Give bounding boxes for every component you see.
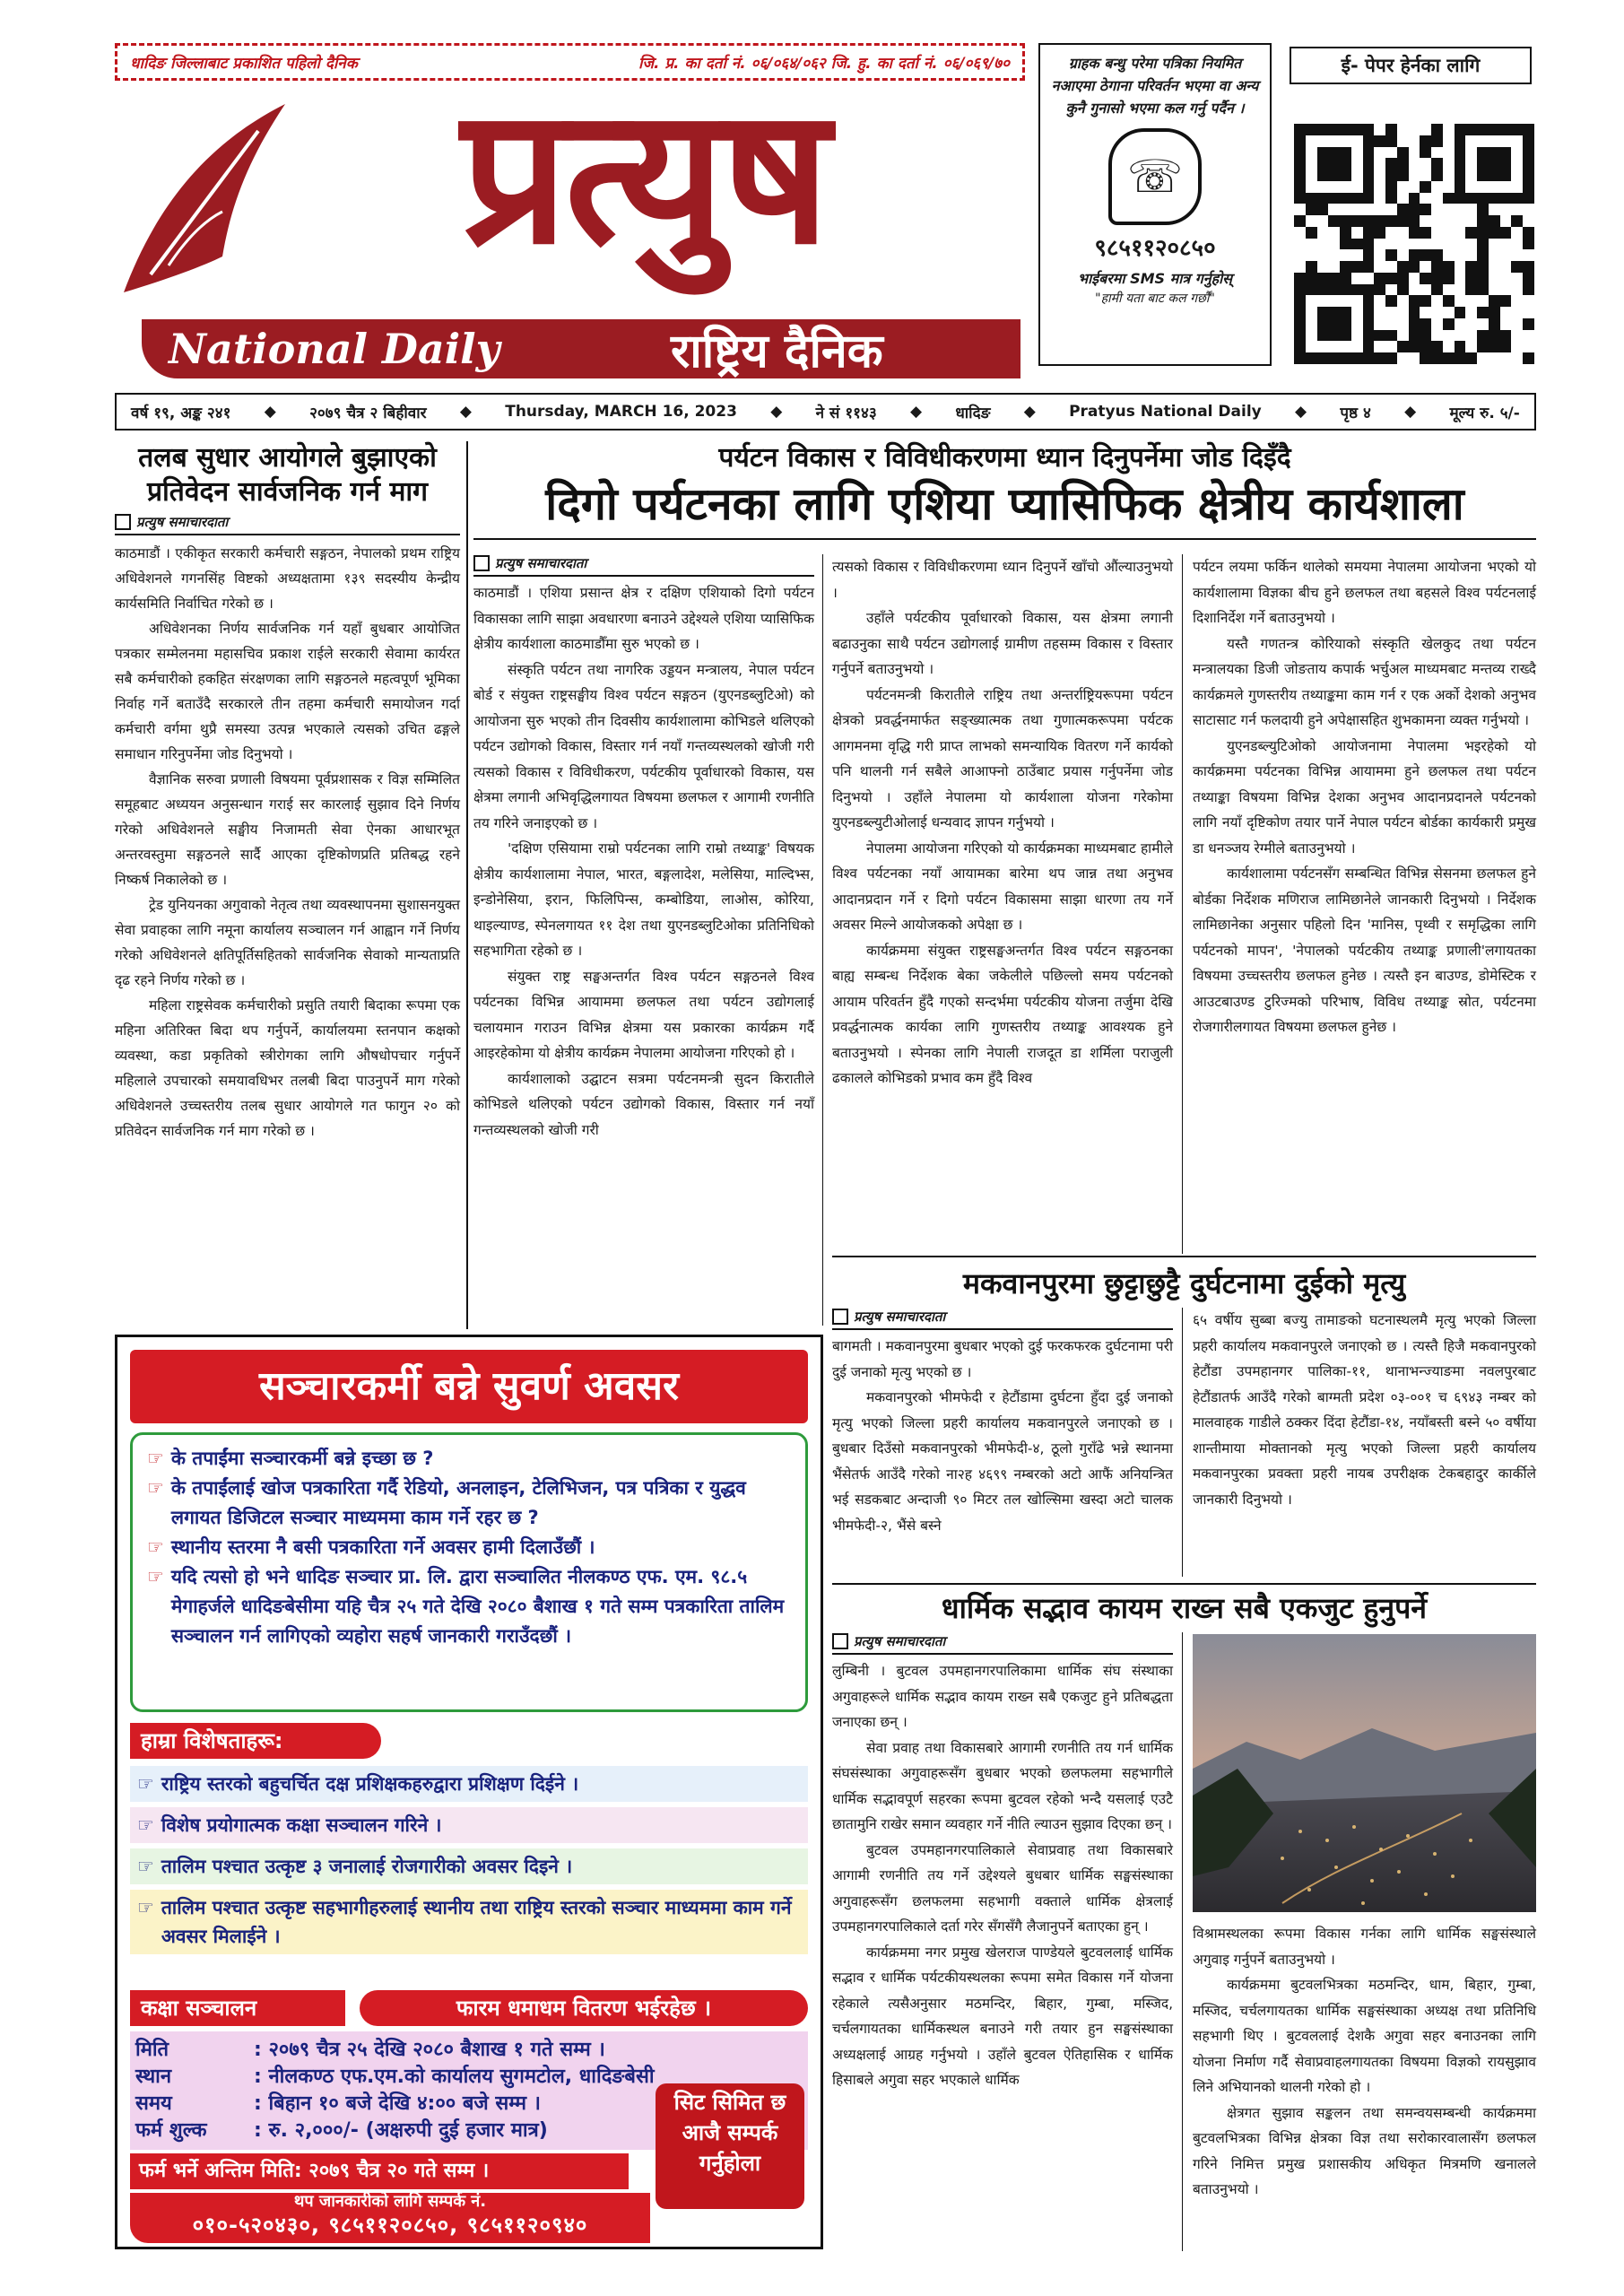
religion-col-1: प्रत्युष समाचारदाता लुम्बिनी । बुटवल उपमहानगरपालिकामा धार्मिक संघ संस्थाका अगुवाहरूले धार्मिक सद्भाव कायम राख्न सबै एकजुट हुने प्रतिबद्धता जनाएका छन् । सेवा प्रवाह तथा विकासबारे आगामी रणनीति तय गर्न धार्मिक संघसंस्थाका अगुवाहरूसँग बुधबार भएको छलफलमा सहभागीले धार्मिक सद्भावपूर्ण सहरका रूपमा बुटवल रहेको भन्दै यसलाई एउटै छातामुनि राखेर समान व्यवहार गर्ने नीति ल्याउन सुझाव दिएका छन् । बुटवल उपमहानगरपालिकाले सेवाप्रवाह तथा विकासबारे आगामी रणनीति तय गर्ने उद्देश्यले बुधबार धार्मिक सङ्घसंस्थाका अगुवाहरूसँग छलफलमा सहभागी वक्ताले धार्मिक क्षेत्रलाई उपमहानगरपालिकाले दर्ता गरेर सँगसँगै लैजानुपर्ने बताएका हुन् । कार्यक्रममा नगर प्रमुख खेलराज पाण्डेयले बुटवललाई धार्मिक सद्भाव र धार्मिक पर्यटकीयस्थलका रूपमा समेत विकास गर्ने योजना रहेकाले त्यसैअनुसार मठमन्दिर, बिहार, गुम्बा, मस्जिद, चर्चलगायतका धार्मिकस्थल बनाउने गरी तयार हुन सङ्घसंस्थाका अध्यक्षलाई आग्रह गर्नुभयो । उहाँले बुटवल ऐतिहासिक र धार्मिक हिसाबले अगुवा सहर भएकाले धार्मिक [832,1633,1173,2088]
lead-headline: दिगो पर्यटनका लागि एशिया प्यासिफिक क्षेत्रीय कार्यशाला [545,478,1464,530]
schedule-row: मिति : २०७९ चैत्र २५ देखि २०८० बैशाख १ गते सम्म । [135,2039,605,2061]
ad-features: ☞ राष्ट्रिय स्तरको बहुचर्चित दक्ष प्रशिक्षकहरुद्वारा प्रशिक्षण दिईने । ☞ विशेष प्रयोगात्मक कक्षा सञ्चालन गरिने । ☞ तालिम पश्चात उत्कृष्ट ३ जनालाई रोजगारीको अवसर दिइने । ☞ तालिम पश्चात उत्कृष्ट सहभागीहरुलाई स्थानीय तथा राष्ट्रिय स्तरको सञ्चार माध्यममा काम गर्ने अवसर मिलाईने । [130,1766,808,1954]
section-rule [832,1583,1536,1585]
first-daily-note: धादिङ जिल्लाबाट प्रकाशित पहिलो दैनिक [130,54,358,73]
page-number: पृष्ठ ४ [1340,404,1371,422]
seat-limited-badge: सिट सिमित छ आजै सम्पर्क गर्नुहोला [656,2083,804,2209]
logo-bar [142,319,1020,378]
column-rule [1182,554,1183,1254]
religion-headline: धार्मिक सद्भाव कायम राख्न सबै एकजुट हुनुपर्ने [941,1591,1428,1625]
pointing-hand-icon: ☞ [147,1477,164,1499]
pointing-hand-icon: ☞ [147,1448,164,1469]
contact-box [130,2193,650,2243]
checkbox-icon [832,1633,848,1649]
column-rule [1182,1308,1183,1577]
nepali-date: २०७९ चैत्र २ बिहीवार [309,404,427,422]
viber-quote: "हामी यता बाट कल गर्छौं" [1095,291,1215,306]
left-article-byline: प्रत्युष समाचारदाता [115,513,460,535]
column-rule [822,554,823,1326]
deadline: फर्म भर्ने अन्तिम मिति: २०७९ चैत्र २० गते सम्म । [130,2153,629,2189]
volume: वर्ष १९, अङ्क २४१ [131,404,231,422]
pointing-hand-icon: ☞ [147,1566,164,1587]
religion-col-2: विश्रामस्थलका रूपमा विकास गर्नका लागि धार्मिक सङ्घसंस्थाले अगुवाइ गर्नुपर्ने बताउनुभयो । कार्यक्रममा बुटवलभित्रका मठमन्दिर, धाम, बिहार, गुम्बा, मस्जिद, चर्चलगायतका धार्मिक सङ्घसंस्थाका अध्यक्ष तथा प्रतिनिधि सहभागी थिए । बुटवललाई देशकै अगुवा सहर बनाउनका लागि योजना निर्माण गर्दै सेवाप्रवाहलगायतका विषयमा विज्ञको रायसुझाव लिने अभियानको थालनी गरेको हो । क्षेत्रगत सुझाव सङ्कलन तथा समन्वयसम्बन्धी कार्यक्रममा बुटवलभित्रका विभिन्न क्षेत्रका विज्ञ तथा सरोकारवालासँग छलफल गरिने निमित्त प्रमुख प्रशासकीय अधिकृत मित्रमणि खनालले बताउनुभयो । [1193,1926,1536,2197]
registration-number: जि. प्र. का दर्ता नं. ०६/०६४/०६२ जि. हु. का दर्ता नं. ०६/०६९/७० [638,54,1010,73]
masthead [115,43,1541,384]
schedule-row: फर्म शुल्क : रु. २,०००/- (अक्षरुपी दुई हजार मात्र) [135,2119,548,2142]
column-rule [466,441,468,1329]
price: मूल्य रु. ५/- [1449,404,1520,422]
lead-byline: प्रत्युष समाचारदाता [473,554,814,577]
butwal-city-photo [1193,1634,1536,1912]
schedule-table [130,2035,660,2143]
lead-article [473,441,1536,533]
contact-numbers[interactable]: ०१०-५२०४३०, ९८५११२०८५०, ९८५११२०९४० [192,2213,588,2238]
viber-number: ९८५११२०८५० [1094,235,1216,262]
pointing-hand-icon: ☞ [137,1773,154,1795]
ad-title: सञ्चारकर्मी बन्ने सुवर्ण अवसर [130,1350,808,1423]
lead-col-2: त्यसको विकास र विविधीकरणमा ध्यान दिनुपर्ने खाँचो औंल्याउनुभयो । उहाँले पर्यटकीय पूर्वाधारको विकास, यस क्षेत्रमा लगानी बढाउनुका साथै पर्यटन उद्योगलाई ग्रामीण तहसम्म विकास र विस्तार गर्नुपर्ने बताउनुभयो । पर्यटनमन्त्री किरातीले राष्ट्रिय तथा अन्तर्राष्ट्रियरूपमा पर्यटन क्षेत्रको प्रवर्द्धनमार्फत सङ्ख्यात्मक तथा गुणात्मकरूपमा पर्यटक आगमनमा वृद्धि गरी प्राप्त लाभको समन्यायिक वितरण गर्ने कार्यको पनि थालनी गर्न सबैले आआफ्नो ठाउँबाट प्रयास गर्नुपर्नेमा जोड दिनुभयो । उहाँले नेपालमा यो कार्यशाला योजना गरेकोमा युएनडब्ल्युटीओलाई धन्यवाद ज्ञापन गर्नुभयो । नेपालमा आयोजना गरिएको यो कार्यक्रमका माध्यमबाट हामीले विश्व पर्यटनका नयाँ आयामका बारेमा थप जान्न तथा अनुभव आदानप्रदान गर्ने र दिगो पर्यटन विकासमा साझा धारणा तय गर्ने अवसर मिल्ने आयोजकको अपेक्षा छ । कार्यक्रममा संयुक्त राष्ट्रसङ्घअन्तर्गत विश्व पर्यटन सङ्गठनका बाह्य सम्बन्ध निर्देशक बेका जकेलीले पछिल्लो समय पर्यटनको आयाम परिवर्तन हुँदै गएको सन्दर्भमा पर्यटकीय योजना तर्जुमा देखि प्रवर्द्धनात्मक कार्यका लागि गुणस्तरीय तथ्याङ्क आवश्यक हुने बताउनुभयो । स्पेनका लागि नेपाली राजदूत डा शर्मिला पराजुली ढकालले कोभिडको प्रभाव कम हुँदै विश्व [832,559,1173,1086]
epaper-label: ई- पेपर हेर्नका लागि [1290,47,1532,84]
logo-nepali: राष्ट्रिय दैनिक [671,324,883,378]
accident-headline: मकवानपुरमा छुट्टाछुट्टै दुर्घटनामा दुईको मृत्यु [962,1266,1406,1300]
checkbox-icon [115,514,131,530]
english-date: Thursday, MARCH 16, 2023 [505,403,737,421]
pointing-hand-icon: ☞ [147,1536,164,1558]
form-distribution-label: फारम धमाधम वितरण भईरहेछ । [360,1990,808,2026]
class-label: कक्षा सञ्चालन [130,1990,345,2026]
epaper-qr-code[interactable] [1294,124,1534,364]
notice-text: ग्राहक बन्धु परेमा पत्रिका नियमित नआएमा ठेगाना परिवर्तन भएमा वा अन्य कुनै गुनासो भएमा कल गर्नु पर्दैन । [1051,55,1259,117]
subscriber-notice [1038,43,1272,366]
religion-byline: प्रत्युष समाचारदाता [832,1632,1173,1655]
pointing-hand-icon: ☞ [137,1897,154,1918]
viber-sms: भाईबरमा SMS मात्र गर्नुहोस् [1077,270,1233,287]
place: धादिङ [955,404,991,422]
left-article [115,441,460,1144]
training-advertisement [115,1335,823,2249]
features-title: हाम्रा विशेषताहरू: [130,1723,381,1759]
pointing-hand-icon: ☞ [137,1856,154,1877]
left-article-headline: तलब सुधार आयोगले बुझाएको प्रतिवेदन सार्वजनिक गर्न माग [138,442,437,508]
dateline-bar: वर्ष १९, अङ्क २४१ ◆ २०७९ चैत्र २ बिहीवार ◆ Thursday, MARCH 16, 2023 ◆ ने सं ११४३ ◆ धादिङ ◆ Pratyus National Daily ◆ पृष्ठ ४ ◆ मूल्य रु. ५/- [115,393,1536,430]
lead-col-3: पर्यटन लयमा फर्किन थालेको समयमा नेपालमा आयोजना भएको यो कार्यशालामा विज्ञका बीच हुने छलफल तथा बहसले विश्व पर्यटनलाई दिशानिर्देश गर्ने बताउनुभयो । यस्तै गणतन्त्र कोरियाको संस्कृति खेलकुद तथा पर्यटन मन्त्रालयका डिजी जोङताय कपार्क भर्चुअल माध्यमबाट मन्तव्य राख्दै कार्यक्रमले गुणस्तरीय तथ्याङ्कमा काम गर्न र एक अर्को देशको अनुभव साटासाट गर्न फलदायी हुने अपेक्षासहित शुभकामना व्यक्त गर्नुभयो । युएनडब्ल्युटिओको आयोजनामा नेपालमा भइरहेको यो कार्यक्रममा पर्यटनका विभिन्न आयाममा हुने छलफल तथा पर्यटन तथ्याङ्का विषयमा विभिन्न देशका अनुभव आदानप्रदानले पर्यटनको लागि नयाँ दृष्टिकोण तयार पार्ने नेपाल पर्यटन बोर्डका कार्यकारी प्रमुख डा धनञ्जय रेग्मीले बताउनुभयो । कार्यशालामा पर्यटनसँग सम्बन्धित विभिन्न सेसनमा छलफल हुने बोर्डका निर्देशक मणिराज लामिछानेले जानकारी दिनुभयो । निर्देशक लामिछानेका अनुसार पहिलो दिन 'मानिस, पृथ्वी र समृद्धिका लागि पर्यटनको मापन', 'नेपालको पर्यटकीय तथ्याङ्क प्रणाली'लगायतका विषयमा उच्चस्तरीय छलफल हुनेछ । त्यस्तै इन बाउण्ड, डोमेस्टिक र आउटबाउण्ड टुरिज्मको परिभाष, विविध तथ्याङ्क स्रोत, पर्यटनमा रोजगारीलगायत विषयमा छलफल हुनेछ । [1193,559,1536,1035]
accident-col-1: प्रत्युष समाचारदाता बागमती । मकवानपुरमा बुधबार भएको दुई फरकफरक दुर्घटनामा परी दुई जनाको मृत्यु भएको छ । मकवानपुरको भीमफेदी र हेटौंडामा दुर्घटना हुँदा दुई जनाको मृत्यु भएको जिल्ला प्रहरी कार्यालय मकवानपुरले जनाएको छ । बुधबार दिउँसो मकवानपुरको भीमफेदी-४, ठूलो गुराँढे भन्ने स्थानमा भैंसेतर्फ आउँदै गरेको ना२ह ४६९९ नम्बरको अटो आफैं अनियन्त्रित भई सडकबाट अन्दाजी ९० मिटर तल खोल्सिमा खस्दा अटो चालक भीमफेदी-२, भैंसे बस्ने [832,1309,1173,1534]
checkbox-icon [832,1309,848,1325]
logo-english: National Daily [169,325,500,373]
nepal-samvat: ने सं ११४३ [815,404,877,422]
paper-name: Pratyus National Daily [1069,403,1262,421]
contact-title: थप जानकारीको लागि सम्पर्क नं. [293,2192,487,2211]
accident-col-2: ६५ वर्षीय सुब्बा बज्यु तामाङको घटनास्थलमै मृत्यु भएको जिल्ला प्रहरी कार्यालय मकवानपुरले जनाएको छ । त्यस्तै हिजै मकवानपुरको हेटौंडा उपमहानगर पालिका-११, थानाभन्ज्याङमा नवलपुरबाट हेटौंडातर्फ आउँदै गरेको बाग्मती प्रदेश ०३-००१ च ६९४३ नम्बर को मालवाहक गाडीले ठक्कर दिंदा हेटौंडा-१४, नयाँबस्ती बस्ने ५० वर्षीया शान्तीमाया मोक्तानको मृत्यु भएको जिल्ला प्रहरी कार्यालय मकवानपुरका प्रवक्ता प्रहरी नायब उपरीक्षक टेकबहादुर कार्कीले जानकारी दिनुभयो । [1193,1312,1536,1508]
schedule-row: समय : बिहान १० बजे देखि ४:०० बजे सम्म । [135,2092,542,2115]
lead-col-1: प्रत्युष समाचारदाता काठमाडौं । एशिया प्रसान्त क्षेत्र र दक्षिण एशियाको दिगो पर्यटन विकासका लागि साझा अवधारणा बनाउने उद्देश्यले एशिया प्यासिफिक क्षेत्रीय कार्यशाला काठमाडौँमा सुरु भएको छ । संस्कृति पर्यटन तथा नागरिक उड्डयन मन्त्रालय, नेपाल पर्यटन बोर्ड र संयुक्त राष्ट्रसङ्घीय विश्व पर्यटन सङ्गठन (युएनडब्लुटिओ) को आयोजना सुरु भएको तीन दिवसीय कार्यशालामा कोभिडले थलिएको पर्यटन उद्योगको विकास, विस्तार गर्न नयाँ गन्तव्यस्थलको खोजी गरी त्यसको विकास र विविधीकरण, पर्यटकीय पूर्वाधारको विकास, यस क्षेत्रमा लगानी अभिवृद्धिलगायत विषयमा छलफल र आगामी रणनीति तय गरिने जनाइएको छ । 'दक्षिण एसियामा राम्रो पर्यटनका लागि राम्रो तथ्याङ्क' विषयक क्षेत्रीय कार्यशालामा नेपाल, भारत, बङ्गलादेश, मलेसिया, माल्दिभ्स, इन्डोनेसिया, इरान, फिलिपिन्स, कम्बोडिया, लाओस, कोरिया, थाइल्याण्ड, स्पेनलगायत ११ देश तथा युएनडब्लुटिओका प्रतिनिधिको सहभागिता रहेको छ । संयुक्त राष्ट्र सङ्घअन्तर्गत विश्व पर्यटन सङ्गठनले विश्व पर्यटनका विभिन्न आयाममा छलफल तथा पर्यटन उद्योगलाई चलायमान गराउन विभिन्न क्षेत्रमा यस प्रकारका कार्यक्रम गर्दै आइरहेकोमा यो क्षेत्रीय कार्यक्रम नेपालमा आयोजना गरिएको हो । कार्यशालाको उद्घाटन सत्रमा पर्यटनमन्त्री सुदन किरातीले कोभिडले थलिएको पर्यटन उद्योगको विकास, विस्तार गर्न नयाँ गन्तव्यस्थलको खोजी गरी [473,555,814,1138]
logo [115,65,1020,384]
section-rule [832,1256,1536,1257]
left-article-body: काठमाडौं । एकीकृत सरकारी कर्मचारी सङ्गठन, नेपालको प्रथम राष्ट्रिय अधिवेशनले गगनसिंह विष्टको अध्यक्षतामा १३९ सदस्यीय केन्द्रीय कार्यसमिति निर्वाचित गरेको छ । अधिवेशनका निर्णय सार्वजनिक गर्न यहाँ बुधबार आयोजित पत्रकार सम्मेलनमा महासचिव प्रकाश राईले सरकारी सेवामा कार्यरत सबै कर्मचारीको हकहित संरक्षणका लागि सङ्गठनले महत्वपूर्ण भूमिका निर्वाह गर्ने बताउँदै सरकारले तीन तहमा कर्मचारी समायोजन गर्दा कर्मचारी वर्गमा थुप्रै समस्या उत्पन्न भएकाले त्यसको उचित ढङ्गले समाधान गरिनुपर्नेमा जोड दिनुभयो । वैज्ञानिक सरुवा प्रणाली विषयमा पूर्वप्रशासक र विज्ञ सम्मिलित समूहबाट अध्ययन अनुसन्धान गराई सर कारलाई सुझाव दिने निर्णय गरेको अधिवेशनले सङ्घीय निजामती सेवा ऐनका आधारभूत अन्तरवस्तुमा सङ्गठनले सार्दै आएका दृष्टिकोणप्रति प्रतिबद्ध रहने निष्कर्ष निकालेको छ । ट्रेड युनियनका अगुवाको नेतृत्व तथा व्यवस्थापनमा सुशासनयुक्त सेवा प्रवाहका लागि नमूना कार्यालय सञ्चालन गर्न आह्वान गर्ने निर्णय गरेको अधिवेशनले क्षतिपूर्तिसहितको सार्वजनिक सेवाको मान्यताप्रति दृढ रहने निर्णय गरेको छ । महिला राष्ट्रसेवक कर्मचारीको प्रसुति तयारी बिदाका रूपमा एक महिना अतिरिक्त बिदा थप गर्नुपर्ने, कार्यालयमा स्तनपान कक्षको व्यवस्था, कडा प्रकृतिको स्त्रीरोगका लागि औषधोपचार गर्नुपर्ने महिलाले उपचारको समयावधिभर तलबी बिदा पाउनुपर्ने माग गरेको अधिवेशनले उच्चस्तरीय तलब सुधार आयोगले गत फागुन २० को प्रतिवेदन सार्वजनिक गर्न माग गरेको छ । [115,545,460,1139]
accident-byline: प्रत्युष समाचारदाता [832,1308,1173,1330]
pointing-hand-icon: ☞ [137,1814,154,1836]
lead-rule [473,538,1536,540]
lead-kicker: पर्यटन विकास र विविधीकरणमा ध्यान दिनुपर्नेमा जोड दिइँदै [718,442,1291,474]
logo-title: प्रत्युष [461,65,827,286]
viber-icon: ☏ [1108,128,1202,225]
ad-questions: ☞ के तपाईंमा सञ्चारकर्मी बन्ने इच्छा छ ? ☞ के तपाईंलाई खोज पत्रकारिता गर्दै रेडियो, अनलाइन, टेलिभिजन, पत्र पत्रिका र युद्धव लगायत डिजिटल सञ्चार माध्यममा काम गर्ने रहर छ ? ☞ स्थानीय स्तरमा नै बसी पत्रकारिता गर्ने अवसर हामी दिलाउँछौं । ☞ यदि त्यसो हो भने धादिङ सञ्चार प्रा. लि. द्वारा सञ्चालित नीलकण्ठ एफ. एम. ९८.५ मेगाहर्जले धादिङबेसीमा यहि चैत्र २५ गते देखि २०८० बैशाख १ गते सम्म पत्रकारिता तालिम सञ्चालन गर्न लागिएको व्यहोरा सहर्ष जानकारी गराउँदछौं । [130,1432,808,1712]
column-rule [1182,1632,1183,2251]
schedule-row: स्थान : नीलकण्ठ एफ.एम.को कार्यालय सुगमटोल, धादिङबेसी [135,2066,655,2088]
city-photo-illustration [1193,1634,1536,1912]
checkbox-icon [473,555,490,571]
